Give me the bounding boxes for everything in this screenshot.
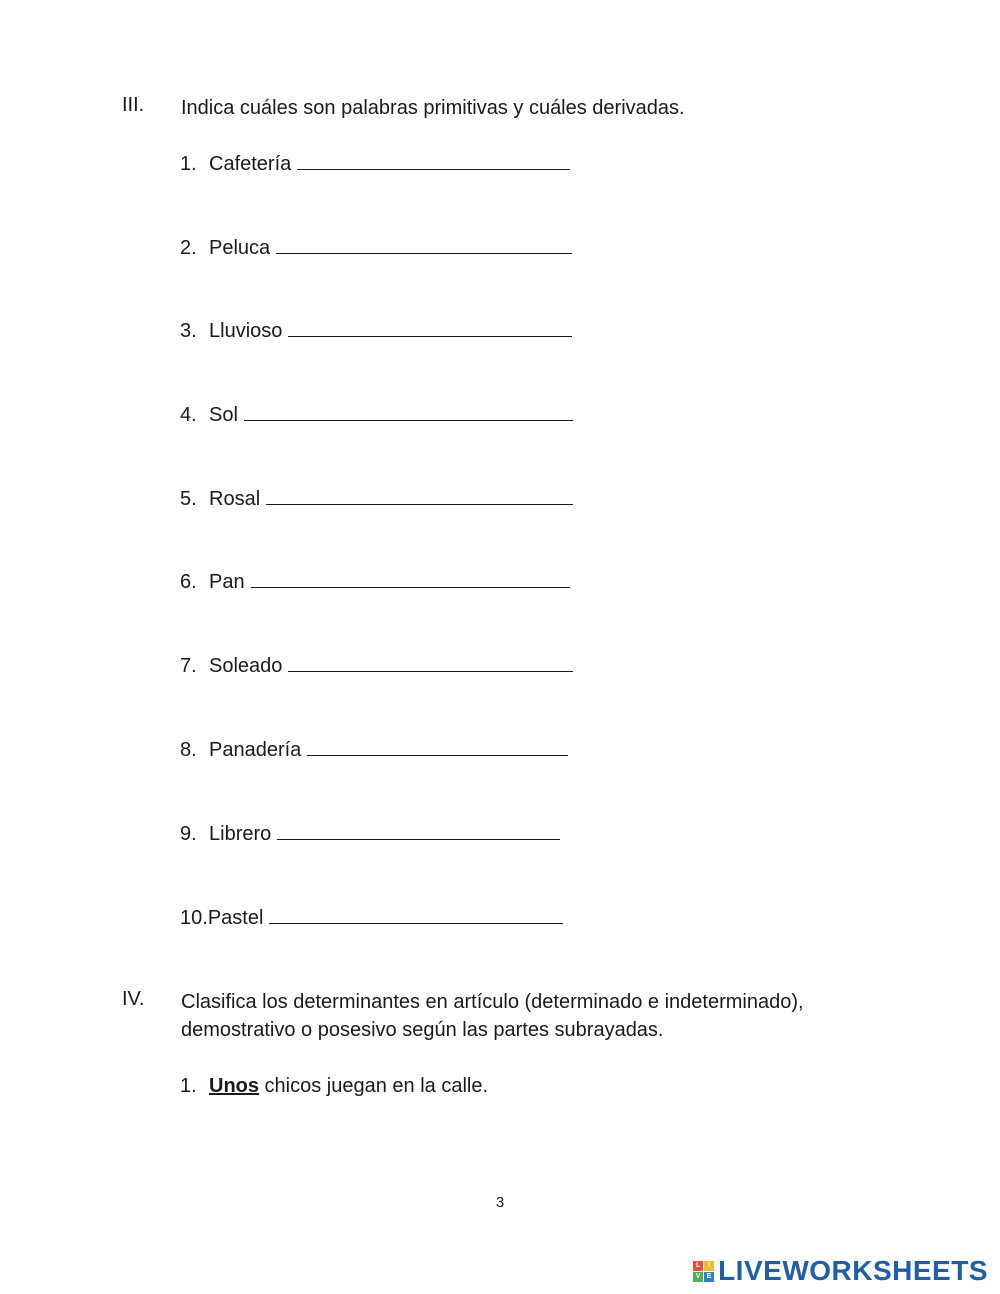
item-word: Sol [209, 404, 238, 426]
logo-text: LIVEWORKSHEETS [718, 1255, 988, 1286]
list-item [180, 905, 563, 930]
item-word: Lluvioso [209, 320, 283, 342]
logo-mark-letter: V [693, 1272, 703, 1282]
item-number: 6. [180, 571, 197, 593]
list-item [180, 569, 570, 594]
section-iv-instruction-line2: demostrativo o posesivo según las partes subrayadas. [181, 1019, 664, 1041]
list-item [180, 151, 570, 176]
answer-blank[interactable] [288, 318, 572, 337]
answer-blank[interactable] [251, 569, 570, 588]
answer-blank[interactable] [307, 737, 568, 756]
list-item [180, 1075, 488, 1098]
list-item [180, 318, 572, 343]
item-sentence: chicos juegan en la calle. [259, 1075, 489, 1097]
item-word: Peluca [209, 237, 271, 259]
answer-blank[interactable] [266, 486, 573, 505]
logo-mark-letter: I [704, 1261, 714, 1271]
item-word: Pan [209, 571, 245, 593]
item-word: Panadería [209, 739, 302, 761]
logo-mark-letter: L [693, 1261, 703, 1271]
list-item [180, 402, 573, 427]
list-item [180, 821, 560, 846]
item-number: 4. [180, 404, 197, 426]
item-word: Cafetería [209, 153, 292, 175]
page-number: 3 [495, 1194, 505, 1211]
answer-blank[interactable] [297, 151, 570, 170]
item-number: 2. [180, 237, 197, 259]
section-iii-number: III. [122, 94, 145, 116]
item-word: Librero [209, 823, 272, 845]
item-number: 1. [180, 1075, 197, 1097]
underlined-determiner: Unos [209, 1075, 259, 1097]
item-number: 5. [180, 488, 197, 510]
item-word: Rosal [209, 488, 261, 510]
answer-blank[interactable] [244, 402, 573, 421]
list-item [180, 653, 573, 678]
liveworksheets-logo[interactable] [693, 1255, 988, 1287]
answer-blank[interactable] [276, 235, 572, 254]
item-number: 10. [180, 907, 208, 929]
item-word: Soleado [209, 655, 283, 677]
answer-blank[interactable] [288, 653, 573, 672]
list-item [180, 737, 568, 762]
section-iv-number: IV. [122, 988, 145, 1010]
answer-blank[interactable] [277, 821, 560, 840]
list-item [180, 486, 573, 511]
item-number: 9. [180, 823, 197, 845]
item-word: Pastel [207, 907, 264, 929]
section-iv-instruction-line1: Clasifica los determinantes en artículo (determinado e indeterminado), [181, 991, 804, 1013]
logo-mark-icon [693, 1261, 714, 1282]
item-number: 7. [180, 655, 197, 677]
list-item [180, 235, 572, 260]
item-number: 3. [180, 320, 197, 342]
item-number: 1. [180, 153, 197, 175]
logo-mark-letter: E [704, 1272, 714, 1282]
item-number: 8. [180, 739, 197, 761]
answer-blank[interactable] [269, 905, 563, 924]
section-iii-instruction: Indica cuáles son palabras primitivas y cuáles derivadas. [181, 97, 685, 119]
